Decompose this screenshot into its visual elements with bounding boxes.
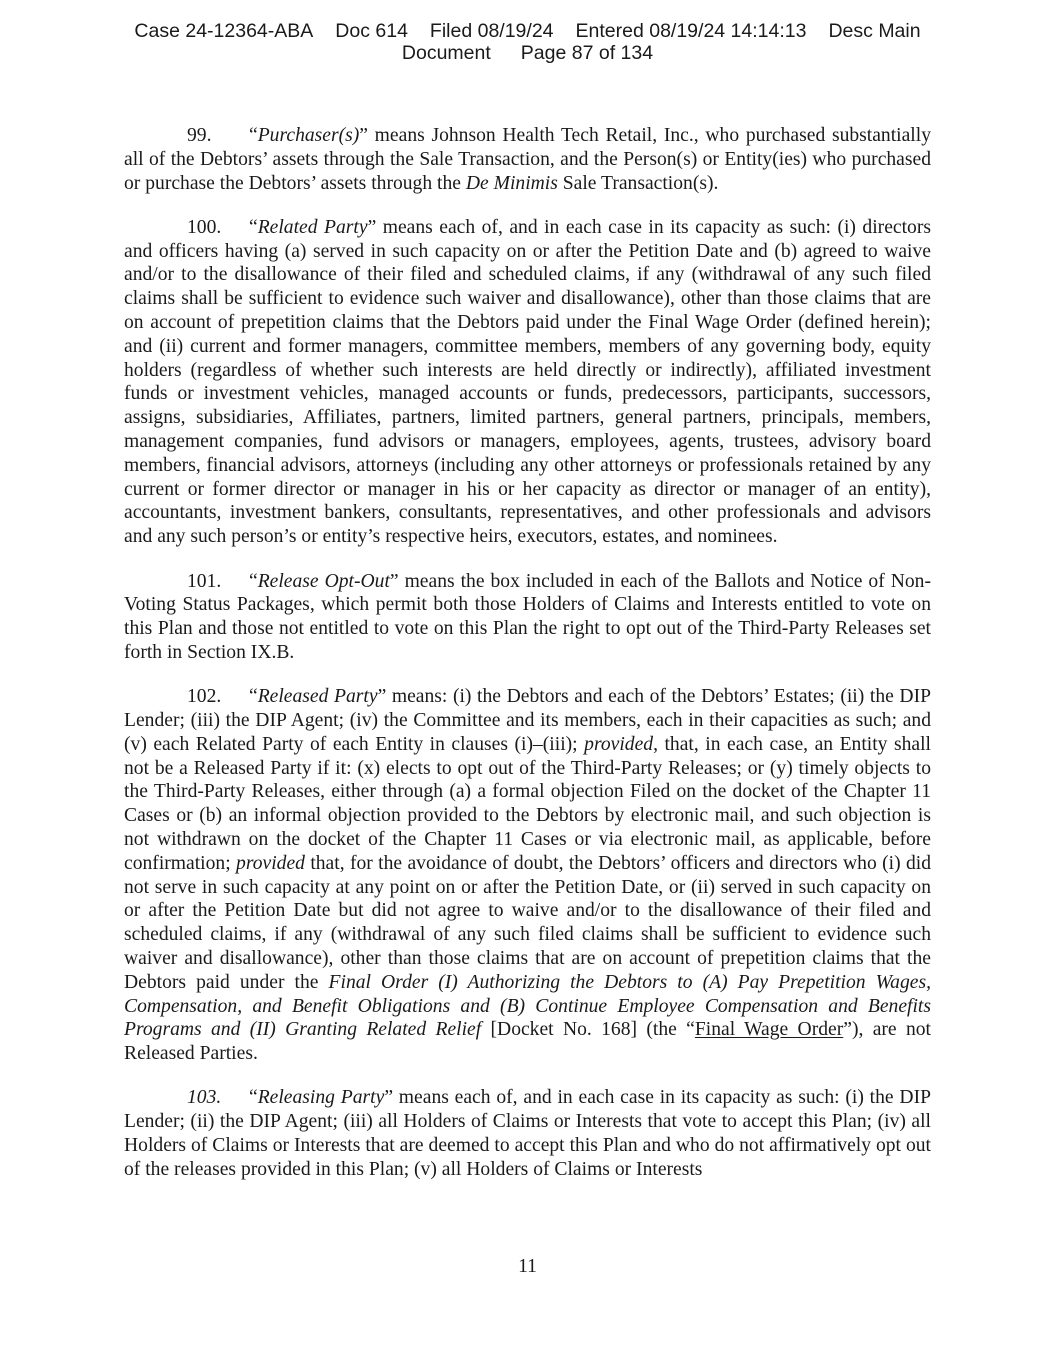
defined-term: Releasing Party: [257, 1087, 385, 1109]
header-line-2: [0, 42, 1055, 64]
paragraph-number: 103.: [187, 1087, 222, 1109]
definition-paragraph-99: 99. “Purchaser(s)” means Johnson Health Tech Retail, Inc., who purchased substantially all of the Debtors’ assets through the Sale Transaction, and the Person(s) or Entity(ies) who purchased or purchase the Debtors’ assets through the De Minimis Sale Transaction(s).: [124, 125, 931, 194]
case-number: Case 24-12364-ABA: [134, 20, 314, 42]
page-indicator: Page 87 of 134: [520, 42, 654, 64]
definition-paragraph-101: 101. “Release Opt-Out” means the box included in each of the Ballots and Notice of Non-Voting Status Packages, which permit both those Holders of Claims and Interests entitled to vote on this Plan and those not entitled to vote on this Plan the right to opt out of the Third-Party Releases set forth in Section IX.B.: [124, 570, 931, 663]
doc-number: Doc 614: [335, 20, 408, 42]
definition-paragraph-100: 100. “Related Party” means each of, and in each case in its capacity as such: (i) directors and officers having (a) served in such capacity on or after the Petition Date and (b) agreed to waive and/or to the disallowance of their filed and scheduled claims, if any (withdrawal of any such filed claims shall be sufficient to evidence such waiver and disallowance), other than those claims that are on account of prepetition claims that the Debtors paid under the Final Wage Order (defined herein); and (ii) current and former managers, committee members, members of any governing body, equity holders (regardless of whether such interests are held directly or indirectly), affiliated investment funds or investment vehicles, managed accounts or funds, predecessors, participants, successors, assigns, subsidiaries, Affiliates, partners, limited partners, general partners, principals, members, management companies, fund advisors or managers, employees, agents, trustees, advisory board members, financial advisors, attorneys (including any other attorneys or professionals retained by any current or former director or manager in his or her capacity as director or manager of an entity), accountants, investment bankers, consultants, representatives, and other professionals and advisors and any such person’s or entity’s respective heirs, executors, estates, and nominees.: [124, 216, 931, 548]
page-footer: [0, 1256, 1055, 1278]
header-line-1: [0, 20, 1055, 42]
defined-term: Release Opt-Out: [257, 570, 390, 592]
definition-paragraph-102: 102. “Released Party” means: (i) the Debtors and each of the Debtors’ Estates; (ii) the DIP Lender; (iii) the DIP Agent; (iv) the Committee and its members, each in their capacities as such; and (v) each Related Party of each Entity in clauses (i)–(iii); provided, that, in each case, an Entity shall not be a Released Party if it: (x) elects to opt out of the Third-Party Releases; or (y) timely objects to the Third-Party Releases, either through (a) a formal objection Filed on the docket of the Chapter 11 Cases or (b) an informal objection provided to the Debtors by electronic mail, and such objection is not withdrawn on the docket of the Chapter 11 Cases or via electronic mail, as applicable, before confirmation; provided that, for the avoidance of doubt, the Debtors’ officers and directors who (i) did not serve in such capacity at any point on or after the Petition Date, or (ii) served in such capacity on or after the Petition Date but did not agree to waive and/or to the disallowance of their filed and scheduled claims, if any (withdrawal of any such filed claims shall be sufficient to evidence such waiver and disallowance), other than those claims that are on account of prepetition claims that the Debtors paid under the Final Order (I) Authorizing the Debtors to (A) Pay Prepetition Wages, Compensation, and Benefit Obligations and (B) Continue Employee Compensation and Benefits Programs and (II) Granting Related Relief [Docket No. 168] (the “Final Wage Order”), are not Released Parties.: [124, 686, 932, 1065]
desc-label: Desc Main: [828, 20, 921, 42]
paragraph-number: 100.: [187, 216, 222, 238]
final-wage-order-term: Final Wage Order: [694, 1019, 844, 1041]
defined-term: Related Party: [257, 216, 368, 238]
paragraph-number: 101.: [187, 570, 222, 592]
filed-date: Filed 08/19/24: [429, 20, 554, 42]
court-filing-header: [0, 20, 1055, 64]
defined-term: Purchaser(s): [257, 125, 360, 146]
order-title: Final Order (I) Authorizing the Debtors to (A) Pay Prepetition Wages, Compensation, and Benefit Obligations and (B) Continue Employee Compensation and Benefits Programs and (II) Granting Related Relief: [124, 971, 931, 1041]
paragraph-number: 102.: [187, 686, 222, 708]
definition-paragraph-103: 103. “Releasing Party” means each of, and in each case in its capacity as such: (i) the DIP Lender; (ii) the DIP Agent; (iii) all Holders of Claims or Interests that vote to accept this Plan; (iv) all Holders of Claims or Interests that are deemed to accept this Plan and who do not affirmatively opt out of the releases provided in this Plan; (v) all Holders of Claims or Interests: [124, 1087, 931, 1180]
document-body: [124, 124, 931, 1202]
paragraph-number: 99.: [187, 125, 212, 146]
document-label: Document: [401, 42, 491, 64]
defined-term: Released Party: [257, 686, 378, 708]
entered-date: Entered 08/19/24 14:14:13: [575, 20, 807, 42]
page-number: 11: [518, 1256, 537, 1277]
